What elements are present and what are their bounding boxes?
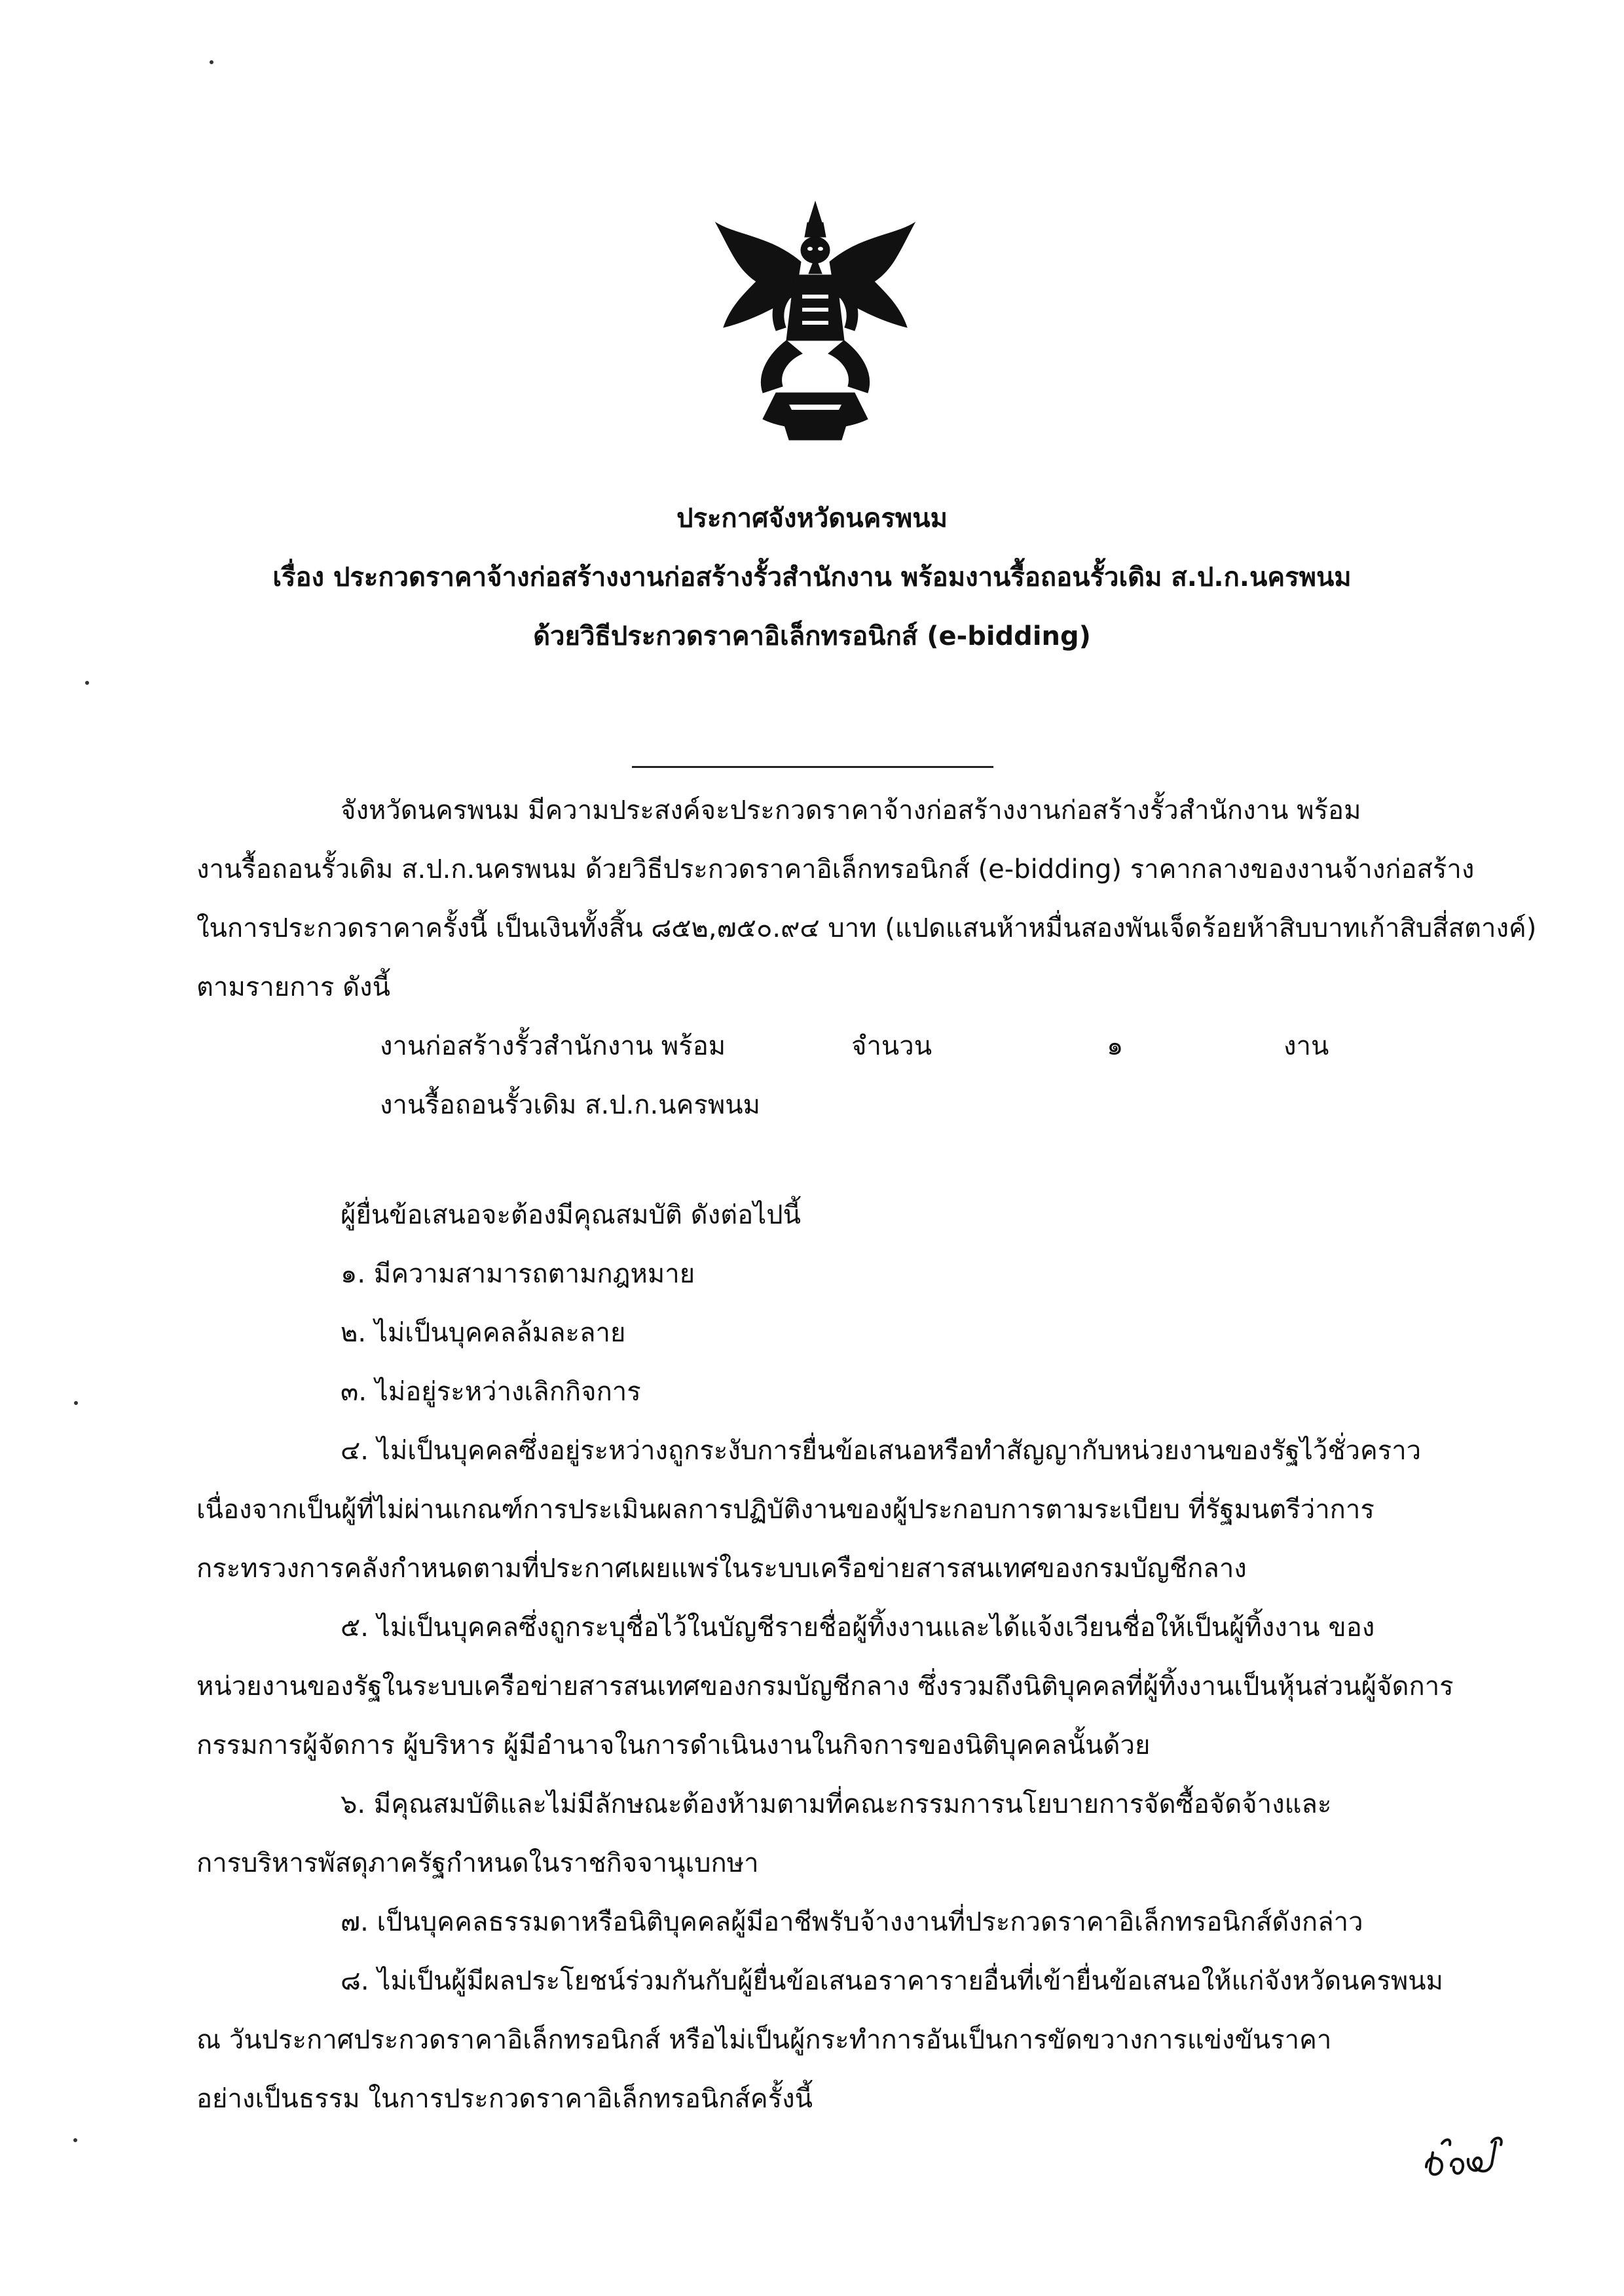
scan-speck: [74, 1401, 78, 1405]
qualification-item: อย่างเป็นธรรม ในการประกวดราคาอิเล็กทรอนิกส์ครั้งนี้: [196, 2084, 813, 2114]
garuda-emblem-icon: [710, 196, 920, 445]
qualification-item: ๖. มีคุณสมบัติและไม่มีลักษณะต้องห้ามตามที่คณะกรรมการนโยบายการจัดซื้อจัดจ้างและ: [341, 1789, 1332, 1819]
qualification-item: กระทรวงการคลังกำหนดตามที่ประกาศเผยแพร่ในระบบเครือข่ายสารสนเทศของกรมบัญชีกลาง: [196, 1554, 1247, 1584]
qualification-item: ๗. เป็นบุคคลธรรมดาหรือนิติบุคคลผู้มีอาชีพรับจ้างงานที่ประกวดราคาอิเล็กทรอนิกส์ดังกล่าว: [341, 1907, 1363, 1937]
qualification-item: ๔. ไม่เป็นบุคคลซึ่งอยู่ระหว่างถูกระงับการยื่นข้อเสนอหรือทำสัญญากับหน่วยงานของรัฐไว้ชั่วคราว: [341, 1436, 1422, 1466]
qualification-item: เนื่องจากเป็นผู้ที่ไม่ผ่านเกณฑ์การประเมินผลการปฏิบัติงานของผู้ประกอบการตามระเบียบ ที่รัฐมนตรีว่าการ: [196, 1495, 1375, 1525]
item-quantity-label: จำนวน: [851, 1031, 932, 1061]
qualification-item: ๒. ไม่เป็นบุคคลล้มละลาย: [341, 1318, 626, 1348]
qualification-item: ๕. ไม่เป็นบุคคลซึ่งถูกระบุชื่อไว้ในบัญชีรายชื่อผู้ทิ้งงานและได้แจ้งเวียนชื่อให้เป็นผู้ทิ้งงาน ของ: [341, 1613, 1375, 1643]
handwritten-signature-icon: [1420, 2126, 1511, 2185]
qualification-item: กรรมการผู้จัดการ ผู้บริหาร ผู้มีอำนาจในการดำเนินงานในกิจการของนิติบุคคลนั้นด้วย: [196, 1730, 1151, 1760]
qualification-item: การบริหารพัสดุภาครัฐกำหนดในราชกิจจานุเบกษา: [196, 1848, 759, 1878]
intro-line: งานรื้อถอนรั้วเดิม ส.ป.ก.นครพนม ด้วยวิธีประกวดราคาอิเล็กทรอนิกส์ (e-bidding) ราคากลางของงานจ้างก่อสร้าง: [196, 854, 1475, 884]
item-quantity: ๑: [1107, 1031, 1124, 1061]
intro-line: ในการประกวดราคาครั้งนี้ เป็นเงินทั้งสิ้น ๘๕๒,๗๕๐.๙๔ บาท (แปดแสนห้าหมื่นสองพันเจ็ดร้อยห้าสิบบาทเก้าสิบสี่สตางค์): [196, 913, 1537, 943]
announcement-subject: เรื่อง ประกวดราคาจ้างก่อสร้างงานก่อสร้างรั้วสำนักงาน พร้อมงานรื้อถอนรั้วเดิม ส.ป.ก.นครพนม: [272, 562, 1352, 592]
intro-line: ตามรายการ ดังนี้: [196, 972, 390, 1002]
qualification-item: ๘. ไม่เป็นผู้มีผลประโยชน์ร่วมกันกับผู้ยื่นข้อเสนอราคารายอื่นที่เข้ายื่นข้อเสนอให้แก่จังหวัดนครพนม: [341, 1966, 1443, 1996]
qualification-item: หน่วยงานของรัฐในระบบเครือข่ายสารสนเทศของกรมบัญชีกลาง ซึ่งรวมถึงนิติบุคคลที่ผู้ทิ้งงานเป็นหุ้นส่วนผู้จัดการ: [196, 1671, 1454, 1702]
announcement-method: ด้วยวิธีประกวดราคาอิเล็กทรอนิกส์ (e-bidding): [533, 621, 1091, 651]
announcement-title: ประกาศจังหวัดนครพนม: [676, 503, 948, 534]
qualification-item: ๑. มีความสามารถตามกฎหมาย: [341, 1259, 695, 1289]
qualification-item: ณ วันประกาศประกวดราคาอิเล็กทรอนิกส์ หรือไม่เป็นผู้กระทำการอันเป็นการขัดขวางการแข่งขันราคา: [196, 2025, 1332, 2055]
item-unit: งาน: [1283, 1031, 1329, 1061]
heading-divider: [632, 766, 993, 768]
item-name: งานก่อสร้างรั้วสำนักงาน พร้อม: [380, 1031, 726, 1061]
scan-speck: [73, 2138, 77, 2142]
intro-line: จังหวัดนครพนม มีความประสงค์จะประกวดราคาจ้างก่อสร้างงานก่อสร้างรั้วสำนักงาน พร้อม: [341, 795, 1361, 826]
scan-speck: [85, 681, 89, 685]
qualification-item: ๓. ไม่อยู่ระหว่างเลิกกิจการ: [341, 1377, 641, 1407]
scan-speck: [210, 60, 213, 64]
item-name: งานรื้อถอนรั้วเดิม ส.ป.ก.นครพนม: [380, 1090, 760, 1120]
qualifications-heading: ผู้ยื่นข้อเสนอจะต้องมีคุณสมบัติ ดังต่อไปนี้: [341, 1200, 801, 1230]
